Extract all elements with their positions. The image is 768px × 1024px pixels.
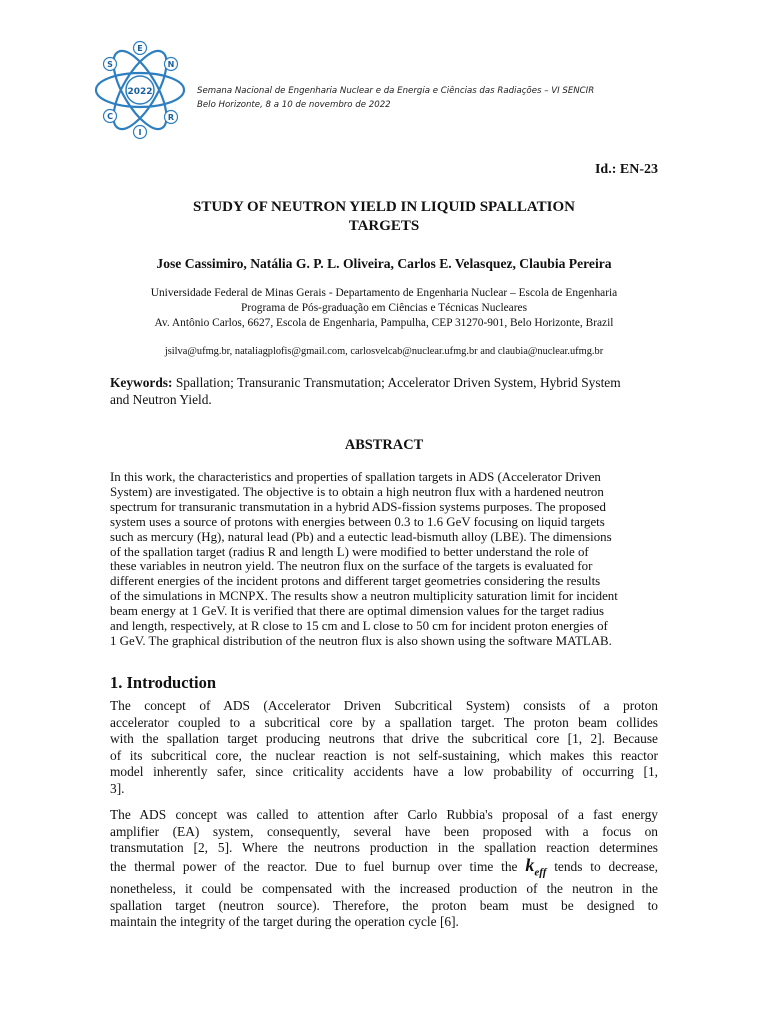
- title-line: TARGETS: [348, 218, 420, 234]
- title-line: STUDY OF NEUTRON YIELD IN LIQUID SPALLATION: [192, 199, 575, 215]
- paragraph-line-keff: [110, 854, 658, 881]
- abstract-heading: ABSTRACT: [344, 437, 424, 453]
- paragraph-line: of its subcritical core, the nuclear reaction is not self-sustaining, which makes this reactor: [110, 747, 658, 763]
- conference-logo: [93, 40, 188, 140]
- logo-letter-e: E: [137, 44, 143, 53]
- paragraph-line: maintain the integrity of the target during the operation cycle [6].: [110, 914, 459, 930]
- logo-letter-c: C: [107, 112, 113, 121]
- abstract-line: of the simulations in MCNPX. The results show a neutron multiplicity saturation limit for incident: [110, 589, 618, 604]
- paragraph-line: transmutation [2, 5]. Where the neutrons production in the spallation reaction determines: [110, 840, 658, 856]
- paper-title: [110, 198, 658, 236]
- abstract-line: In this work, the characteristics and properties of spallation targets in ADS (Accelerator Driven: [110, 470, 601, 484]
- keff-line-after: tends to decrease,: [546, 858, 658, 874]
- keywords-text: Spallation; Transuranic Transmutation; Accelerator Driven System, Hybrid System: [172, 375, 621, 390]
- conference-location-date: Belo Horizonte, 8 a 10 de novembro de 2022: [197, 100, 391, 110]
- affiliation-line: Programa de Pós-graduação em Ciências e Técnicas Nucleares: [240, 302, 528, 314]
- abstract-line: these variables in neutron yield. The neutron flux on the surface of the targets is evaluated for: [110, 559, 593, 574]
- section-heading-introduction: 1. Introduction: [110, 673, 217, 692]
- intro-paragraph-2: [110, 807, 658, 931]
- conference-title: Semana Nacional de Engenharia Nuclear e da Energia e Ciências das Radiações – VI SENCIR: [197, 86, 595, 96]
- paragraph-line: nonetheless, it could be compensated with the increased production of the neutron in the: [110, 880, 658, 896]
- affiliation-line: Av. Antônio Carlos, 6627, Escola de Engenharia, Pampulha, CEP 31270-901, Belo Horizonte, Brazil: [154, 317, 614, 329]
- logo-letter-i: I: [138, 128, 142, 137]
- abstract-line: different energies of the incident protons and different target geometries considering the results: [110, 574, 601, 589]
- abstract-line: of the spallation target (radius R and length L) were modified to better understand the role of: [110, 544, 589, 559]
- abstract-body: [110, 470, 660, 649]
- logo-year: 2022: [127, 87, 153, 97]
- paragraph-line: accelerator coupled to a subcritical core by a spallation target. The proton beam collides: [110, 714, 658, 730]
- keff-line-before: the thermal power of the reactor. Due to fuel burnup over time the: [110, 858, 526, 874]
- paragraph-line: model inherently safer, since criticality accidents have a low probability of occurring [1,: [110, 764, 658, 780]
- paragraph-line: with the spallation target producing neutrons that drive the subcritical core [1, 2]. Because: [110, 731, 658, 747]
- abstract-line: beam energy at 1 GeV. It is verified that there are optimal dimension values for the target radius: [110, 604, 604, 619]
- atom-logo-icon: [93, 40, 188, 140]
- keywords-label: Keywords:: [110, 375, 173, 390]
- paragraph-line: spallation target (neutron source). Therefore, the proton beam must be designed to: [110, 897, 658, 913]
- affiliation-line: Universidade Federal de Minas Gerais - Departamento de Engenharia Nuclear – Escola de Engenharia: [150, 287, 618, 299]
- authors: Jose Cassimiro, Natália G. P. L. Oliveira, Carlos E. Velasquez, Claubia Pereira: [156, 256, 612, 271]
- affiliation: [110, 286, 658, 331]
- logo-letter-n: N: [167, 60, 175, 69]
- abstract-line: spectrum for transuranic transmutation in a hybrid ADS-fission systems purposes. The proposed: [110, 499, 606, 514]
- logo-letter-s: S: [107, 60, 113, 69]
- keff-symbol: $k_{eff}$: [525, 854, 547, 879]
- paragraph-line: amplifier (EA) system, consequently, several have been proposed with a focus on: [110, 823, 658, 839]
- paragraph-line: The concept of ADS (Accelerator Driven Subcritical System) consists of a proton: [110, 698, 658, 713]
- abstract-line: system uses a source of protons with energies between 0.3 to 1.6 GeV focusing on liquid targets: [110, 514, 605, 529]
- keywords: [110, 375, 662, 408]
- document-id: Id.: EN-23: [594, 162, 658, 177]
- keywords-text-continued: and Neutron Yield.: [110, 391, 212, 407]
- abstract-line: such as mercury (Hg), natural lead (Pb) and a eutectic lead-bismuth alloy (LBE). The dimensions: [110, 529, 612, 544]
- abstract-line: 1 GeV. The graphical distribution of the neutron flux is also shown using the software MATLAB.: [110, 633, 612, 648]
- intro-paragraph-1: [110, 698, 658, 798]
- paragraph-line: 3].: [110, 780, 125, 796]
- author-emails: jsilva@ufmg.br, nataliagplofis@gmail.com, carlosvelcab@nuclear.ufmg.br and claubia@nuclear.ufmg.br: [164, 346, 604, 357]
- abstract-line: System) are investigated. The objective is to obtain a high neutron flux with a hardened neutron: [110, 484, 604, 499]
- logo-letter-r: R: [167, 113, 175, 122]
- abstract-line: and length, respectively, at R close to 15 cm and L close to 50 cm for incident proton energies of: [110, 619, 608, 634]
- paragraph-line: The ADS concept was called to attention after Carlo Rubbia's proposal of a fast energy: [110, 807, 658, 822]
